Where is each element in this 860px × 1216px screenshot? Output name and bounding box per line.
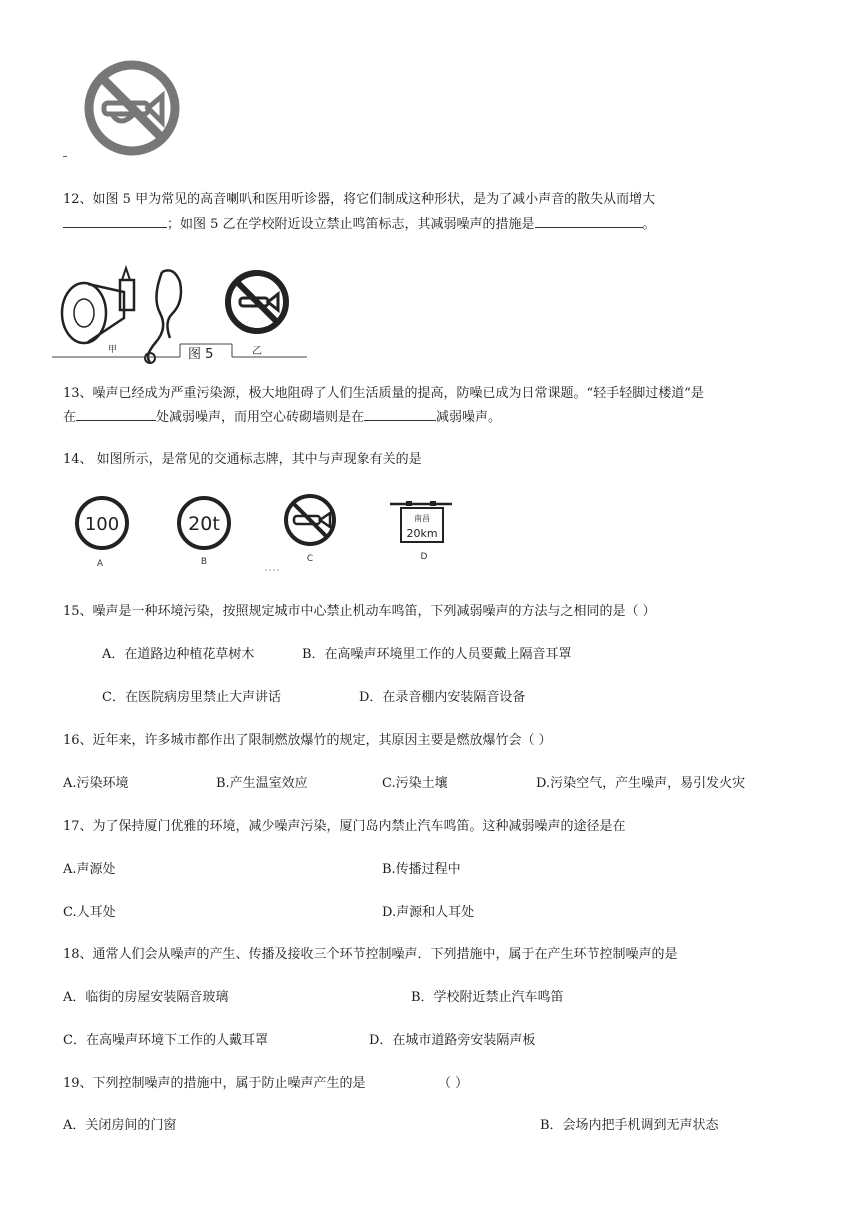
q17-option-d[interactable]: D.声源和人耳处 [382,905,475,920]
q19-answer-paren[interactable]: （ ） [438,1076,469,1091]
q16-option-c[interactable]: C.污染土壤 [382,776,448,791]
q15-option-a[interactable]: A．在道路边种植花草树木 [102,647,255,662]
no-horn-sign-c [265,496,334,570]
distance-sign-d [390,501,452,562]
sign-a-text: 100 [84,514,120,535]
q12-blank-1[interactable] [63,213,167,228]
q18-option-c[interactable]: C．在高噪声环境下工作的人戴耳罩 [63,1033,268,1048]
q13-blank-2[interactable] [364,406,436,421]
q18-option-b[interactable]: B．学校附近禁止汽车鸣笛 [411,990,564,1005]
sign-c-letter: C [306,554,314,564]
q17-stem: 17、为了保持厦门优雅的环境，减少噪声污染，厦门岛内禁止汽车鸣笛。这种减弱噪声的途径是在 [63,819,626,834]
sign-b-letter: B [200,557,208,567]
figure-caption: 图 5 [188,347,214,362]
q13-blank-1[interactable] [76,406,156,421]
stray-mark [63,156,67,157]
megaphone-icon [62,268,134,343]
q12-line2: ；如图 5 乙在学校附近设立禁止鸣笛标志，其减弱噪声的措施是 。 [63,213,656,232]
no-horn-sign-large [82,58,182,162]
q18-option-a[interactable]: A．临街的房屋安装隔音玻璃 [63,990,229,1005]
sign-d-letter: D [420,552,428,562]
q13-line2: 在 处减弱噪声，而用空心砖砌墙则是在 减弱噪声。 [63,406,501,425]
q19-option-a[interactable]: A．关闭房间的门窗 [63,1118,177,1133]
q18-stem: 18、通常人们会从噪声的产生、传播及接收三个环节控制噪声．下列措施中，属于在产生环节控制噪声的是 [63,947,678,962]
q17-option-a[interactable]: A.声源处 [63,862,116,877]
q17-option-b[interactable]: B.传播过程中 [382,862,461,877]
q15-stem: 15、噪声是一种环境污染，按照规定城市中心禁止机动车鸣笛，下列减弱噪声的方法与之相同的是（ ） [63,604,656,619]
weight-limit-sign-b [179,498,229,567]
q12-blank-2[interactable] [535,213,643,228]
q19-stem: 19、下列控制噪声的措施中，属于防止噪声产生的是 [63,1076,366,1091]
stethoscope-icon [145,270,181,363]
label-jia: 甲 [108,345,118,355]
q13-line1: 13、噪声已经成为严重污染源，极大地阻碍了人们生活质量的提高，防噪已成为日常课题。“轻手轻脚过楼道”是 [63,386,704,401]
figure-5 [52,258,307,366]
q19-option-b[interactable]: B．会场内把手机调到无声状态 [540,1118,719,1133]
sign-d-line1: 南昌 [414,514,430,523]
q16-option-b[interactable]: B.产生温室效应 [216,776,308,791]
no-horn-sign-small [228,273,286,331]
q15-option-b[interactable]: B．在高噪声环境里工作的人员要戴上隔音耳罩 [302,647,572,662]
label-yi: 乙 [252,346,262,357]
traffic-signs-figure [60,490,460,580]
sign-b-text: 20t [188,513,220,535]
q14-stem: 14、 如图所示，是常见的交通标志牌，其中与声现象有关的是 [63,452,422,467]
sign-a-letter: A [96,559,104,569]
q17-option-c[interactable]: C.人耳处 [63,905,116,920]
q15-option-c[interactable]: C．在医院病房里禁止大声讲话 [102,690,281,705]
q16-stem: 16、近年来，许多城市都作出了限制燃放爆竹的规定，其原因主要是燃放爆竹会（ ） [63,733,552,748]
q15-option-d[interactable]: D．在录音棚内安装隔音设备 [359,690,526,705]
speed-limit-sign-a [77,498,127,569]
sign-d-line2: 20km [406,527,438,540]
q16-option-a[interactable]: A.污染环境 [63,776,129,791]
q12-line1: 12、如图 5 甲为常见的高音喇叭和医用听诊器，将它们制成这种形状，是为了减小声音的散失从而增大 [63,192,656,207]
q18-option-d[interactable]: D．在城市道路旁安装隔声板 [369,1033,536,1048]
q16-option-d[interactable]: D.污染空气，产生噪声，易引发火灾 [536,776,746,791]
